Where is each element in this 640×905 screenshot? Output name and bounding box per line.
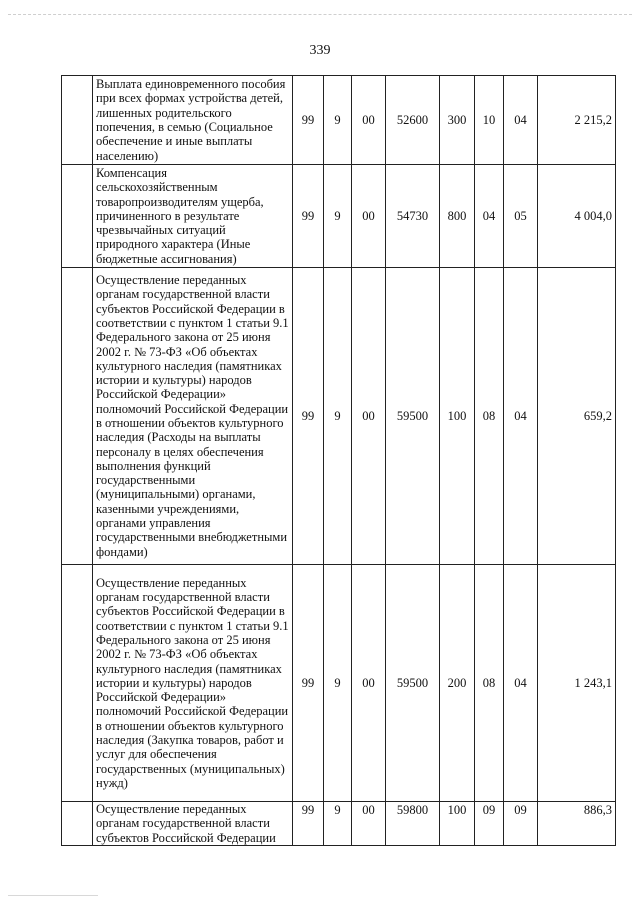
code-group: 00 — [352, 565, 386, 802]
code-program: 99 — [293, 802, 324, 846]
blank-cell — [62, 268, 93, 565]
code-subprogram: 9 — [324, 802, 352, 846]
code-subsection: 04 — [504, 76, 538, 165]
row-description: Выплата единовременного пособия при всех формах устройства детей, лишенных родительского попечения, в семью (Социальное обеспечение и иные выплаты населению) — [93, 76, 293, 165]
code-program: 99 — [293, 565, 324, 802]
scan-edge-bottom — [8, 895, 98, 896]
table-row — [62, 565, 616, 802]
blank-cell — [62, 565, 93, 802]
row-amount: 4 004,0 — [538, 165, 616, 268]
code-section: 08 — [475, 268, 504, 565]
code-subprogram: 9 — [324, 565, 352, 802]
page-number: 339 — [309, 43, 331, 58]
budget-table — [61, 75, 616, 846]
table-row — [62, 802, 616, 846]
code-group: 00 — [352, 165, 386, 268]
row-amount: 2 215,2 — [538, 76, 616, 165]
code-target: 59500 — [386, 565, 440, 802]
code-section: 08 — [475, 565, 504, 802]
blank-cell — [62, 76, 93, 165]
code-subprogram: 9 — [324, 165, 352, 268]
row-amount: 659,2 — [538, 268, 616, 565]
code-subsection: 09 — [504, 802, 538, 846]
code-target: 59500 — [386, 268, 440, 565]
blank-cell — [62, 802, 93, 846]
code-target: 54730 — [386, 165, 440, 268]
row-amount: 886,3 — [538, 802, 616, 846]
code-subprogram: 9 — [324, 76, 352, 165]
table-row — [62, 268, 616, 565]
code-expense-type: 800 — [440, 165, 475, 268]
code-expense-type: 100 — [440, 802, 475, 846]
code-subsection: 04 — [504, 565, 538, 802]
code-program: 99 — [293, 165, 324, 268]
blank-cell — [62, 165, 93, 268]
code-expense-type: 200 — [440, 565, 475, 802]
row-description: Компенсация сельскохозяйственным товаропроизводителям ущерба, причиненного в результате чрезвычайных ситуаций природного характера (Иные бюджетные ассигнования) — [93, 165, 293, 268]
code-program: 99 — [293, 76, 324, 165]
code-group: 00 — [352, 76, 386, 165]
code-section: 10 — [475, 76, 504, 165]
scan-edge-top — [8, 14, 632, 15]
code-subsection: 04 — [504, 268, 538, 565]
table-row — [62, 165, 616, 268]
row-description: Осуществление переданных органам государственной власти субъектов Российской Федерации в соответствии с пунктом 1 статьи 9.1 Федерального закона от 25 июня 2002 г. № 73-ФЗ «Об объектах культурного наследия (памятниках истории и культуры) народов Российской Федерации» полномочий Российской Федерации в отношении объектов культурного наследия (Закупка товаров, работ и услуг для обеспечения государственных (муниципальных) нужд) — [93, 565, 293, 802]
table-row — [62, 76, 616, 165]
code-group: 00 — [352, 268, 386, 565]
code-section: 09 — [475, 802, 504, 846]
row-description: Осуществление переданных органам государственной власти субъектов Российской Федерации в соответствии с пунктом 1 статьи 9.1 Федерального закона от 25 июня 2002 г. № 73-ФЗ «Об объектах культурного наследия (памятниках истории и культуры) народов Российской Федерации» полномочий Российской Федерации в отношении объектов культурного наследия (Расходы на выплаты персоналу в целях обеспечения выполнения функций государственными (муниципальными) органами, казенными учреждениями, органами управления государственными внебюджетными фондами) — [93, 268, 293, 565]
code-program: 99 — [293, 268, 324, 565]
code-target: 52600 — [386, 76, 440, 165]
code-target: 59800 — [386, 802, 440, 846]
code-expense-type: 100 — [440, 268, 475, 565]
code-subprogram: 9 — [324, 268, 352, 565]
code-group: 00 — [352, 802, 386, 846]
row-amount: 1 243,1 — [538, 565, 616, 802]
code-subsection: 05 — [504, 165, 538, 268]
row-description: Осуществление переданных органам государственной власти субъектов Российской Федерации — [93, 802, 293, 846]
code-section: 04 — [475, 165, 504, 268]
code-expense-type: 300 — [440, 76, 475, 165]
